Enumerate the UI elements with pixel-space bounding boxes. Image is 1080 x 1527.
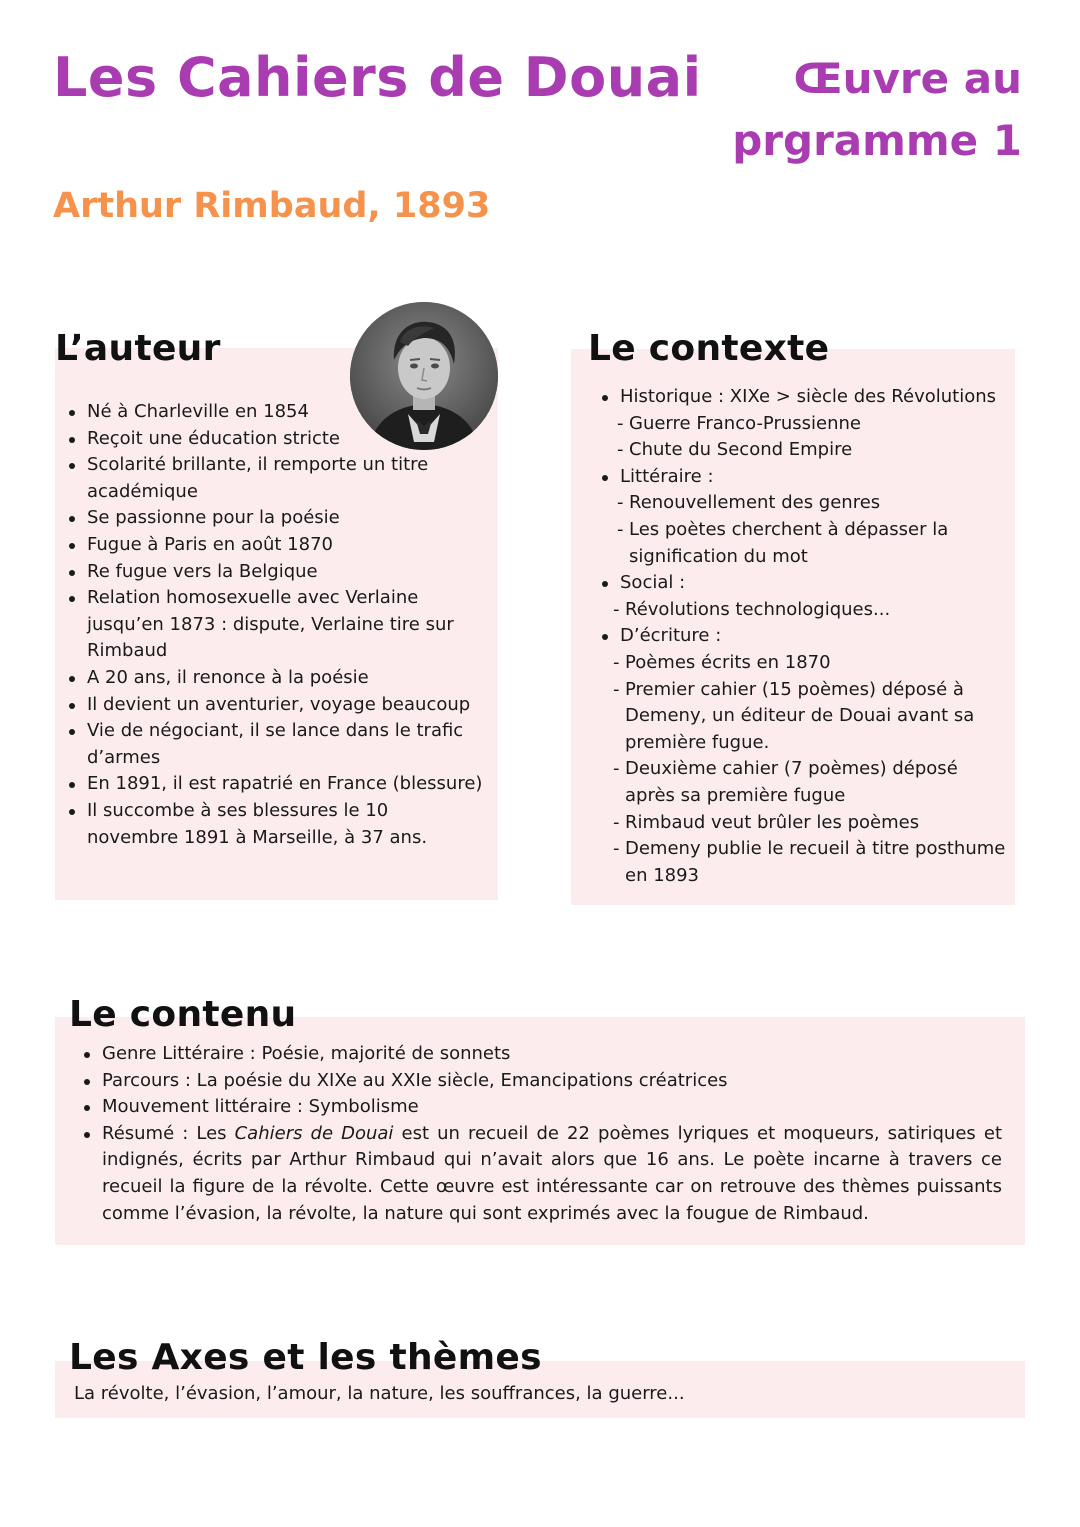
context-group-label: Social : xyxy=(588,570,1008,597)
context-group-label: Historique : XIXe > siècle des Révolutions xyxy=(588,384,1008,411)
author-list xyxy=(55,399,485,851)
content-list-item: Mouvement littéraire : Symbolisme xyxy=(70,1094,1002,1121)
author-list-item: Il devient un aventurier, voyage beaucoup xyxy=(55,692,485,719)
context-list xyxy=(588,384,1008,889)
content-heading: Le contenu xyxy=(69,994,297,1035)
author-list-item: En 1891, il est rapatrié en France (blessure) xyxy=(55,771,485,798)
context-sublist xyxy=(617,490,1008,570)
author-list-item: Scolarité brillante, il remporte un titre académique xyxy=(55,452,485,505)
page-title: Les Cahiers de Douai xyxy=(53,46,702,109)
themes-text: La révolte, l’évasion, l’amour, la nature, les souffrances, la guerre... xyxy=(74,1383,685,1404)
content-list xyxy=(70,1041,1002,1227)
program-label: Œuvre au prgramme 1 xyxy=(732,54,1022,165)
context-group xyxy=(588,623,1008,650)
author-list-item: A 20 ans, il renonce à la poésie xyxy=(55,665,485,692)
author-list-item: Re fugue vers la Belgique xyxy=(55,559,485,586)
author-list-item: Vie de négociant, il se lance dans le trafic d’armes xyxy=(55,718,485,771)
resume-text: est un recueil de 22 poèmes lyriques et moqueurs, satiriques et indignés, écrits par Arthur Rimbaud qui n’avait alors que 16 ans. Le poète incarne à travers ce recueil la figure de la révolte. Cette œuvre est intéressante car on retrouve des thèmes puissants comme l’évasion, la révolte, la nature qui sont exprimés avec la fougue de Rimbaud. xyxy=(102,1122,1002,1224)
content-list-item: Genre Littéraire : Poésie, majorité de sonnets xyxy=(70,1041,1002,1068)
author-list-item: Né à Charleville en 1854 xyxy=(55,399,485,426)
context-group xyxy=(588,570,1008,597)
author-subtitle: Arthur Rimbaud, 1893 xyxy=(53,186,491,226)
author-heading: L’auteur xyxy=(55,328,221,369)
content-resume xyxy=(70,1121,1002,1227)
context-group-label: D’écriture : xyxy=(588,623,1008,650)
context-subitem: - Les poètes cherchent à dépasser la signification du mot xyxy=(617,517,1008,570)
author-list-item: Se passionne pour la poésie xyxy=(55,505,485,532)
context-subitem: - Renouvellement des genres xyxy=(617,490,1008,517)
context-subitem: - Deuxième cahier (7 poèmes) déposé après sa première fugue xyxy=(613,756,1008,809)
context-subitem: - Révolutions technologiques... xyxy=(613,597,1008,624)
context-subitem: - Premier cahier (15 poèmes) déposé à Demeny, un éditeur de Douai avant sa première fugue. xyxy=(613,677,1008,757)
context-group xyxy=(588,464,1008,491)
context-subitem: - Chute du Second Empire xyxy=(617,437,1008,464)
context-subitem: - Guerre Franco-Prussienne xyxy=(617,411,1008,438)
resume-prefix: Résumé : Les xyxy=(102,1122,235,1144)
context-sublist xyxy=(617,411,1008,464)
context-sublist xyxy=(613,597,1008,624)
author-list-item: Il succombe à ses blessures le 10 novembre 1891 à Marseille, à 37 ans. xyxy=(55,798,485,851)
resume-book-title: Cahiers de Douai xyxy=(234,1122,394,1144)
context-group xyxy=(588,384,1008,411)
themes-heading: Les Axes et les thèmes xyxy=(69,1337,542,1378)
context-subitem: - Poèmes écrits en 1870 xyxy=(613,650,1008,677)
context-subitem: - Rimbaud veut brûler les poèmes xyxy=(613,810,1008,837)
content-list-item: Parcours : La poésie du XIXe au XXIe siècle, Emancipations créatrices xyxy=(70,1068,1002,1095)
author-list-item: Reçoit une éducation stricte xyxy=(55,426,485,453)
context-heading: Le contexte xyxy=(588,328,830,369)
context-sublist xyxy=(613,650,1008,889)
context-group-label: Littéraire : xyxy=(588,464,1008,491)
context-subitem: - Demeny publie le recueil à titre posthume en 1893 xyxy=(613,836,1008,889)
author-list-item: Relation homosexuelle avec Verlaine jusqu’en 1873 : dispute, Verlaine tire sur Rimbaud xyxy=(55,585,485,665)
author-list-item: Fugue à Paris en août 1870 xyxy=(55,532,485,559)
